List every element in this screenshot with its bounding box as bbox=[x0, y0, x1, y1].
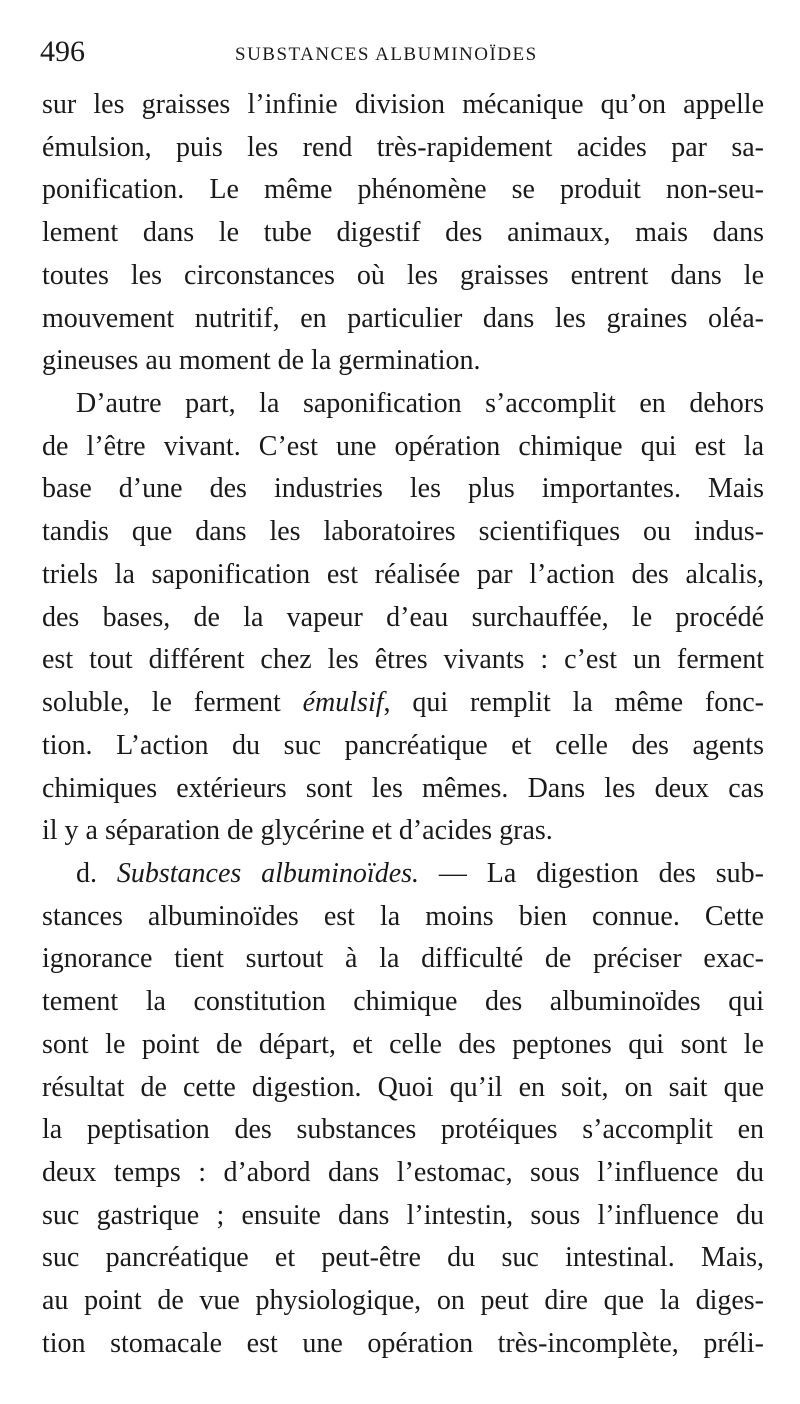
text-line: chimiques extérieurs sont les mêmes. Dans les deux cas bbox=[42, 772, 764, 804]
text-line bbox=[42, 853, 764, 896]
text-line: émulsion, puis les rend très-rapidement acides par sa- bbox=[42, 131, 764, 163]
text-line: lement dans le tube digestif des animaux, mais dans bbox=[42, 217, 764, 249]
text-segment: — La digestion des sub- bbox=[419, 857, 764, 889]
paragraph-1 bbox=[42, 84, 764, 383]
text-line: sont le point de départ, et celle des peptones qui sont le bbox=[42, 1028, 764, 1060]
section-heading: Substances albuminoïdes. bbox=[116, 857, 420, 889]
text-line: tion stomacale est une opération très-incomplète, préli- bbox=[42, 1327, 764, 1359]
paragraph-3 bbox=[42, 853, 764, 1366]
paragraph-2 bbox=[42, 383, 764, 853]
text-line: suc pancréatique et peut-être du suc intestinal. Mais, bbox=[42, 1242, 764, 1274]
text-line bbox=[42, 682, 764, 725]
text-segment: soluble, le ferment bbox=[42, 687, 303, 719]
text-line: la peptisation des substances protéiques s’accomplit en bbox=[42, 1114, 764, 1146]
text-line: tion. L’action du suc pancréatique et celle des agents bbox=[42, 729, 764, 761]
text-line: tement la constitution chimique des albuminoïdes qui bbox=[42, 986, 764, 1018]
text-line: sur les graisses l’infinie division mécanique qu’on appelle bbox=[42, 89, 764, 120]
section-letter: d. bbox=[76, 857, 117, 889]
text-line: ignorance tient surtout à la difficulté de préciser exac- bbox=[42, 943, 764, 975]
body-text bbox=[42, 84, 764, 1366]
text-line: base d’une des industries les plus importantes. Mais bbox=[42, 473, 764, 505]
italic-term: émulsif bbox=[302, 687, 384, 719]
text-line: deux temps : d’abord dans l’estomac, sous l’influence du bbox=[42, 1156, 764, 1188]
text-line: il y a séparation de glycérine et d’acides gras. bbox=[42, 815, 553, 847]
text-line: D’autre part, la saponification s’accomplit en dehors bbox=[76, 388, 764, 420]
text-line: de l’être vivant. C’est une opération chimique qui est la bbox=[42, 430, 764, 462]
text-line: est tout différent chez les êtres vivants : c’est un ferment bbox=[42, 644, 764, 676]
text-line: ponification. Le même phénomène se produit non-seu- bbox=[42, 174, 764, 206]
text-line: suc gastrique ; ensuite dans l’intestin, sous l’influence du bbox=[42, 1199, 764, 1231]
text-line: stances albuminoïdes est la moins bien connue. Cette bbox=[42, 900, 764, 932]
text-segment: , qui remplit la même fonc- bbox=[383, 687, 764, 719]
page-header bbox=[0, 0, 800, 80]
text-line: au point de vue physiologique, on peut dire que la diges- bbox=[42, 1285, 764, 1317]
running-title: SUBSTANCES ALBUMINOÏDES bbox=[235, 44, 538, 65]
text-line: tandis que dans les laboratoires scientifiques ou indus- bbox=[42, 516, 764, 548]
text-line: résultat de cette digestion. Quoi qu’il en soit, on sait que bbox=[42, 1071, 764, 1103]
text-line: mouvement nutritif, en particulier dans les graines oléa- bbox=[42, 302, 764, 334]
text-line: triels la saponification est réalisée par l’action des alcalis, bbox=[42, 558, 764, 590]
text-line: gineuses au moment de la germination. bbox=[42, 345, 481, 377]
page-number: 496 bbox=[40, 35, 85, 68]
text-line: des bases, de la vapeur d’eau surchauffée, le procédé bbox=[42, 601, 764, 633]
text-line: toutes les circonstances où les graisses entrent dans le bbox=[42, 259, 764, 291]
